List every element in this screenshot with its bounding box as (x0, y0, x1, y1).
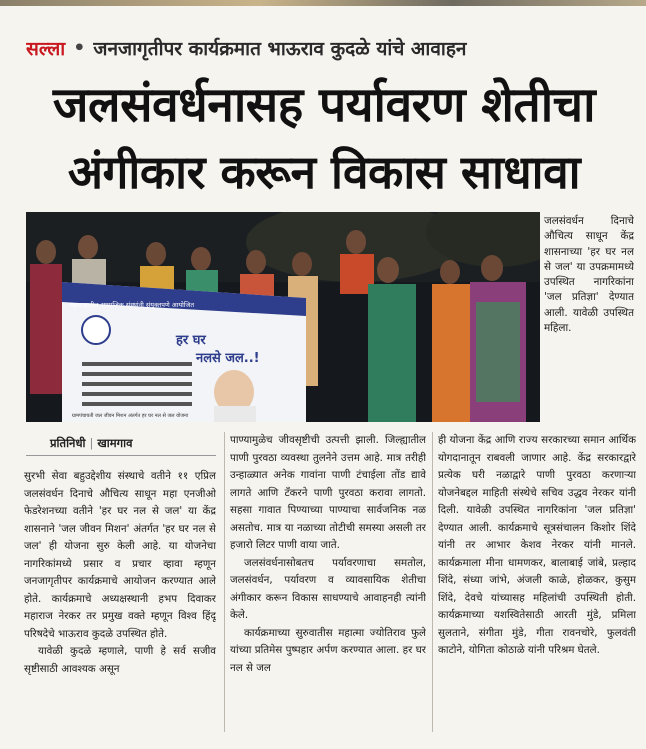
article-column-3 (438, 432, 636, 738)
byline-label: प्रतिनिधी (50, 436, 86, 450)
article-paragraph: जलसंवर्धनासोबतच पर्यावरणाचा समतोल, जलसंवर्धन, पर्यावरण व व्यावसायिक शेतीचा अंगीकार करून विकास साधण्याचे आवाहनही त्यांनी केले. (230, 556, 426, 621)
photo-caption: जलसंवर्धन दिनाचे औचित्य साधून केंद्र शासनाच्या 'हर घर नल से जल' या उपक्रमामध्ये उपस्थित नागरिकांना 'जल प्रतिज्ञा' देण्यात आली. यावेळी उपस्थित महिला. (544, 215, 634, 335)
banner-slogan-2: नलसे जल..! (196, 351, 260, 366)
byline (50, 436, 220, 452)
article-column-2 (230, 432, 426, 738)
news-photo (26, 212, 540, 422)
byline-place: खामगाव (97, 436, 133, 450)
banner-body-text: ग्रामपंचायती जल जीवन मिशन अंतर्गत हर घर नल से जल योजना (72, 413, 189, 419)
headline-line-1: जलसंवर्धनासह पर्यावरण शेतीचा (52, 77, 596, 133)
article-paragraph: ही योजना केंद्र आणि राज्य सरकारच्या समान आर्थिक योगदानातून राबवली जाणार आहे. केंद्र सरकारद्वारे प्रत्येक घरी नळाद्वारे पाणी पुरवठा करणाऱ्या योजनेबद्दल माहिती संस्थेचे सचिव उद्धव नेरकर यांनी दिली. यावेळी उपस्थित नागरिकांना 'जल प्रतिज्ञा' देण्यात आली. कार्यक्रमाचे सूत्रसंचालन किशोर शिंदे यांनी तर आभार केशव नेरकर यांनी मानले. कार्यक्रमाला मीना धामणकर, बालाबाई जांबे, प्रल्हाद शिंदे, संध्या जांभे, अंजली काळे, होळकर, कुसुम शिंदे, देवचे यांच्यासह महिलांची उपस्थिती होती. कार्यक्रमाच्या यशस्वितेसाठी आरती मुंडे, प्रमिला सुलताने, संगीता मुंडे, गीता रावनचोरे, फुलवंती काटोने, योगिता कोठाळे यांनी परिश्रम घेतले. (438, 434, 636, 656)
byline-separator: | (89, 436, 94, 450)
article-column-1 (24, 468, 216, 738)
banner-slogan-1: हर घर (176, 333, 206, 348)
kicker-line (26, 34, 630, 62)
byline-rule (26, 455, 216, 456)
top-photo-strip (0, 0, 646, 6)
banner-top-text: महाराष्ट्रातील सामाजिक संस्थांनी संयुक्तपणे आयोजित (70, 301, 195, 309)
photo-illustration (26, 212, 540, 422)
article-paragraph: कार्यक्रमाच्या सुरुवातीस महात्मा ज्योतिराव फुले यांच्या प्रतिमेस पुष्पहार अर्पण करण्यात आला. हर घर नल से जल (230, 626, 426, 674)
kicker-bullet: • (73, 37, 86, 59)
article-paragraph: यावेळी कुदळे म्हणाले, पाणी हे सर्व सजीव सृष्टीसाठी आवश्यक असून (24, 645, 216, 675)
column-divider (432, 432, 433, 732)
article-paragraph: पाण्यामुळेच जीवसृष्टीची उत्पत्ती झाली. जिल्ह्यातील पाणी पुरवठा व्यवस्था तुलनेने उत्तम आहे. मात्र तरीही उन्हाळ्यात अनेक गावांना पाणी टंचाईला तोंड द्यावे लागते आणि टँकरने पाणी पुरवठा करावा लागतो. सहसा गावात पिण्याच्या पाण्याचा सार्वजनिक नळ असतोच. मात्र या नळाच्या तोटीची समस्या असली तर हजारो लिटर पाणी वाया जाते. (230, 434, 426, 551)
article-paragraph: सुरभी सेवा बहुउद्देशीय संस्थाचे वतीने ११ एप्रिल जलसंवर्धन दिनाचे औचित्य साधून महा एनजीओ फेडरेशनच्या वतीने 'हर घर नल से जल' या केंद्र शासनाने 'जल जीवन मिशन' अंतर्गत 'हर घर नल से जल' ही योजना सुरु केली आहे. या योजनेचा नागरिकांमध्ये प्रसार व प्रचार व्हावा म्हणून जनजागृतीपर कार्यक्रमाचे आयोजन करण्यात आले होते. कार्यक्रमाचे अध्यक्षस्थानी हभप दिवाकर महाराज नेरकर तर प्रमुख वक्ते म्हणून विश्व हिंदू परिषदेचे भाऊराव कुदळे उपस्थित होते. (24, 470, 216, 640)
headline-line-2: अंगीकार करून विकास साधावा (67, 145, 581, 199)
kicker-subtitle: जनजागृतीपर कार्यक्रमात भाऊराव कुदळे यांचे आवाहन (93, 38, 467, 60)
kicker-tag: सल्ला (26, 38, 66, 60)
column-divider (224, 432, 225, 732)
